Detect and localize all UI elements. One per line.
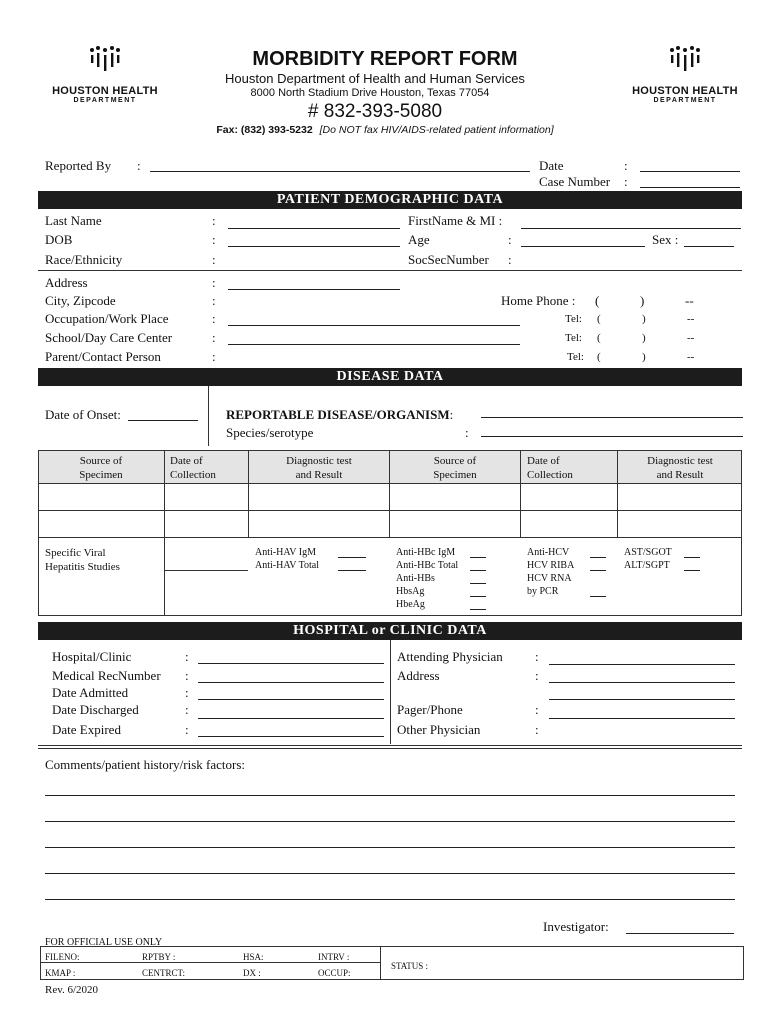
hbs-field[interactable]	[470, 583, 486, 584]
col-divider	[248, 450, 249, 538]
intrv-label: INTRV :	[318, 952, 350, 962]
colon: :	[212, 311, 216, 326]
colon: :	[212, 275, 216, 290]
liver-list: AST/SGOT ALT/SGPT	[624, 547, 672, 571]
colon: :	[535, 668, 539, 683]
comment-line-2[interactable]	[45, 821, 735, 822]
paren-open: (	[597, 332, 601, 344]
hospital-field[interactable]	[198, 663, 384, 664]
city-label: City, Zipcode	[45, 293, 116, 308]
reported-by-label: Reported By	[45, 158, 112, 173]
official-vdivider	[380, 946, 381, 980]
age-label: Age	[408, 232, 430, 247]
col-header-source-1: Source of Specimen	[79, 455, 123, 481]
disease-section-header: DISEASE DATA	[38, 368, 742, 386]
hbsag-field[interactable]	[470, 596, 486, 597]
colon: :	[137, 158, 141, 173]
rec-field[interactable]	[198, 682, 384, 683]
hbeag-field[interactable]	[470, 609, 486, 610]
last-name-label: Last Name	[45, 213, 102, 228]
phone-number: # 832-393-5080	[307, 101, 443, 122]
case-number-field[interactable]	[640, 187, 740, 188]
expired-field[interactable]	[198, 736, 384, 737]
colon: :	[535, 649, 539, 664]
tel-label: Tel:	[565, 332, 582, 344]
date-field[interactable]	[640, 171, 740, 172]
reportable-disease-label: REPORTABLE DISEASE/ORGANISM:	[226, 407, 454, 422]
colon: :	[624, 174, 628, 189]
colon: :	[212, 349, 216, 364]
admitted-label: Date Admitted	[52, 685, 129, 700]
expired-label: Date Expired	[52, 722, 121, 737]
hav-list	[255, 546, 319, 572]
admitted-field[interactable]	[198, 699, 384, 700]
paren-close: )	[640, 293, 645, 308]
hcv-field[interactable]	[590, 557, 606, 558]
demographic-section-header: PATIENT DEMOGRAPHIC DATA	[38, 191, 742, 209]
pager-field[interactable]	[549, 718, 735, 719]
date-label: Date	[539, 158, 564, 173]
race-label: Race/Ethnicity	[45, 252, 123, 267]
case-number-label: Case Number	[539, 174, 611, 189]
disease-vertical-divider	[208, 386, 209, 446]
hospital-section-header: HOSPITAL or CLINIC DATA	[38, 622, 742, 640]
org-address: 8000 North Stadium Drive Houston, Texas 77054	[250, 87, 490, 99]
pager-label: Pager/Phone	[397, 702, 463, 717]
official-use-label: FOR OFFICIAL USE ONLY	[45, 937, 163, 948]
hospital-label: Hospital/Clinic	[52, 649, 132, 664]
discharged-field[interactable]	[198, 718, 384, 719]
org-name: Houston Department of Health and Human Services	[225, 71, 525, 86]
divider	[38, 270, 742, 271]
discharged-label: Date Discharged	[52, 702, 139, 717]
colon: :	[624, 158, 628, 173]
colon: :	[465, 425, 469, 440]
col-header-date-1: Date of Collection	[170, 455, 216, 481]
alt-field[interactable]	[684, 570, 700, 571]
colon: :	[212, 252, 216, 267]
row-divider	[38, 537, 742, 538]
section-double-rule	[38, 745, 742, 749]
dash: --	[687, 313, 695, 325]
col-divider	[389, 450, 390, 538]
colon: :	[212, 293, 216, 308]
logo-right-sub: DEPARTMENT	[653, 97, 717, 104]
hepatitis-label: Specific Viral Hepatitis Studies	[45, 547, 120, 573]
ast-field[interactable]	[684, 557, 700, 558]
investigator-label: Investigator:	[543, 919, 609, 934]
colon: :	[535, 722, 539, 737]
col-header-date-2: Date of Collection	[527, 455, 573, 481]
tel-label: Tel:	[565, 313, 582, 325]
logo-left-sub: DEPARTMENT	[73, 97, 137, 104]
home-phone-label: Home Phone :	[501, 293, 576, 308]
kmap-label: KMAP :	[45, 968, 76, 978]
colon: :	[185, 722, 189, 737]
comment-line-1[interactable]	[45, 795, 735, 796]
colon: :	[535, 702, 539, 717]
fax-label: Fax: (832) 393-5232	[216, 124, 313, 136]
hcv-rna-field[interactable]	[590, 596, 606, 597]
form-title: MORBIDITY REPORT FORM	[252, 48, 518, 70]
col-divider	[164, 450, 165, 616]
address-field[interactable]	[228, 289, 400, 290]
school-label: School/Day Care Center	[45, 330, 173, 345]
ssn-label: SocSecNumber	[408, 252, 489, 267]
occupation-label: Occupation/Work Place	[45, 311, 169, 326]
fax-line	[0, 124, 770, 136]
colon: :	[212, 232, 216, 247]
hcv-list: Anti-HCV HCV RIBA HCV RNA by PCR	[527, 547, 575, 597]
hsa-label: HSA:	[243, 952, 264, 962]
paren-close: )	[642, 332, 646, 344]
col-header-test-2: Diagnostic test and Result	[647, 455, 713, 481]
status-label: STATUS :	[391, 961, 429, 971]
attending-field[interactable]	[549, 664, 735, 665]
dob-label: DOB	[45, 232, 73, 247]
colon: :	[185, 668, 189, 683]
hbc-total-field[interactable]	[470, 570, 486, 571]
colon: :	[185, 649, 189, 664]
paren-close: )	[642, 351, 646, 363]
col-divider	[617, 450, 618, 538]
school-field[interactable]	[228, 344, 520, 345]
last-name-field[interactable]	[228, 228, 400, 229]
comments-label: Comments/patient history/risk factors:	[45, 757, 246, 772]
reported-by-field[interactable]	[150, 171, 530, 172]
comment-line-3[interactable]	[45, 847, 735, 848]
colon: :	[508, 232, 512, 247]
onset-field[interactable]	[128, 420, 198, 421]
tel-label: Tel:	[567, 351, 584, 363]
first-name-field[interactable]	[521, 228, 741, 229]
row-divider	[164, 570, 248, 571]
hbc-list: Anti-HBc IgM Anti-HBc Total Anti-HBs HbsAg HbeAg	[396, 547, 459, 610]
dx-label: DX :	[243, 968, 261, 978]
col-divider	[520, 450, 521, 538]
dash: --	[685, 293, 694, 308]
occup-label: OCCUP:	[318, 968, 351, 978]
row-divider	[38, 510, 742, 511]
fileno-label: FILENO:	[45, 952, 80, 962]
colon: :	[185, 702, 189, 717]
reportable-disease-field[interactable]	[481, 417, 743, 418]
attending-label: Attending Physician	[397, 649, 503, 664]
hav-igm: Anti-HAV IgM	[255, 547, 317, 558]
paren-open: (	[597, 313, 601, 325]
species-label: Species/serotype	[226, 425, 314, 440]
dash: --	[687, 351, 695, 363]
sex-label: Sex :	[652, 232, 679, 247]
col-header-test-1: Diagnostic test and Result	[286, 455, 352, 481]
hav-total-field[interactable]	[338, 570, 366, 571]
age-field[interactable]	[521, 246, 645, 247]
centrct-label: CENTRCT:	[142, 968, 186, 978]
rptby-label: RPTBY :	[142, 952, 176, 962]
colon: :	[508, 252, 512, 267]
paren-close: )	[642, 313, 646, 325]
other-physician-label: Other Physician	[397, 722, 481, 737]
rec-label: Medical RecNumber	[52, 668, 161, 683]
hospital-address-field-1[interactable]	[549, 682, 735, 683]
hbc-igm-field[interactable]	[470, 557, 486, 558]
paren-open: (	[595, 293, 600, 308]
parent-label: Parent/Contact Person	[45, 349, 161, 364]
first-name-label: FirstName & MI :	[408, 213, 503, 228]
hospital-address-label: Address	[397, 668, 440, 683]
address-label: Address	[45, 275, 88, 290]
comment-line-5[interactable]	[45, 899, 735, 900]
comment-line-4[interactable]	[45, 873, 735, 874]
logo-left-name: HOUSTON HEALTH	[52, 85, 158, 97]
colon: :	[212, 213, 216, 228]
hospital-vertical-divider	[390, 640, 391, 744]
sex-field[interactable]	[684, 246, 734, 247]
hav-total: Anti-HAV Total	[255, 560, 320, 571]
dob-field[interactable]	[228, 246, 400, 247]
dash: --	[687, 332, 695, 344]
colon: :	[212, 330, 216, 345]
revision-label: Rev. 6/2020	[45, 984, 99, 996]
hav-igm-field[interactable]	[338, 557, 366, 558]
paren-open: (	[597, 351, 601, 363]
investigator-field[interactable]	[626, 933, 734, 934]
hcv-riba-field[interactable]	[590, 570, 606, 571]
occupation-field[interactable]	[228, 325, 520, 326]
hospital-address-field-2[interactable]	[549, 699, 735, 700]
colon: :	[185, 685, 189, 700]
fax-note: [Do NOT fax HIV/AIDS-related patient information]	[319, 124, 554, 136]
onset-label: Date of Onset:	[45, 407, 121, 422]
col-header-source-2: Source of Specimen	[433, 455, 477, 481]
species-field[interactable]	[481, 436, 743, 437]
logo-right-name: HOUSTON HEALTH	[632, 85, 738, 97]
